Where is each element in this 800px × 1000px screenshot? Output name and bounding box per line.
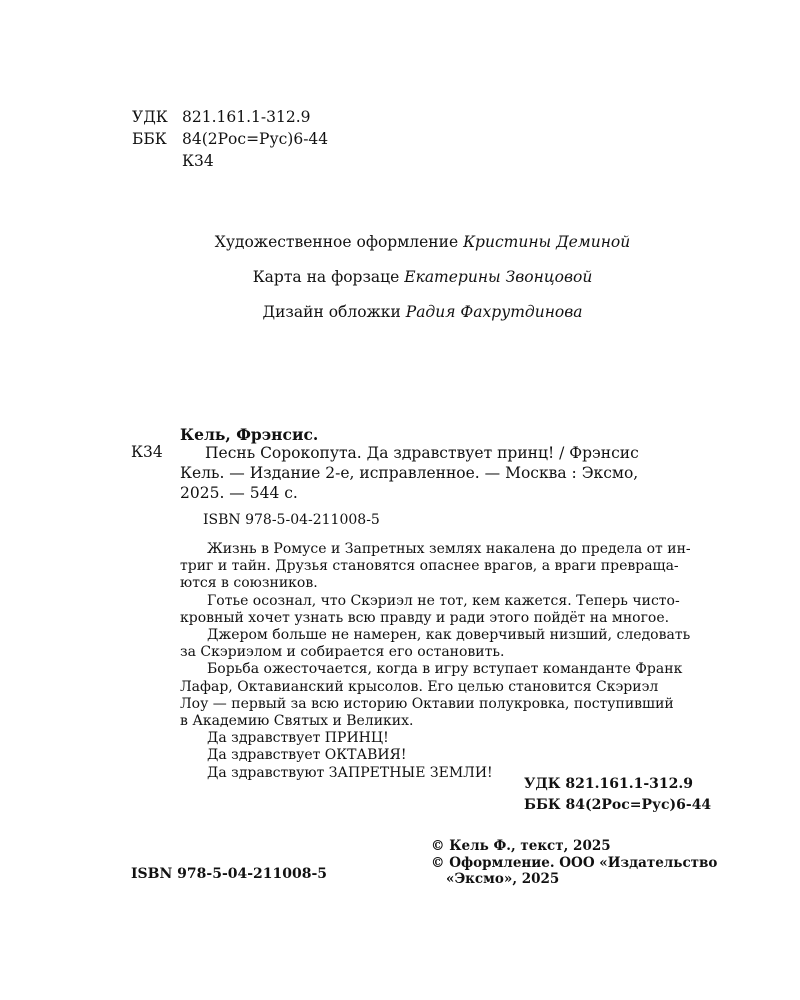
- credit-role: Художественное оформление: [214, 233, 459, 251]
- bib-line: Кель. — Издание 2-е, исправленное. — Москва : Эксмо,: [180, 464, 639, 482]
- bbk-value: 84(2Рос=Рус)6-44: [182, 130, 329, 148]
- annotation-line: Лоу — первый за всю историю Октавии полукровка, поступивший: [180, 695, 674, 712]
- credit-name: Екатерины Звонцовой: [404, 268, 593, 286]
- copyright-text: © Кель Ф., текст, 2025: [431, 838, 611, 854]
- footer-isbn: ISBN 978-5-04-211008-5: [131, 866, 328, 882]
- annotation-line: в Академию Святых и Великих.: [180, 713, 414, 730]
- credit-map: [0, 268, 800, 286]
- annotation-line: Готье осознал, что Скэриэл не тот, кем кажется. Теперь чисто-: [207, 592, 680, 609]
- bbk-label: ББК: [132, 130, 167, 148]
- udk-value: 821.161.1-312.9: [182, 108, 311, 126]
- annotation: [180, 541, 715, 782]
- annotation-line: Да здравствуют ЗАПРЕТНЫЕ ЗЕМЛИ!: [207, 764, 493, 781]
- bib-line: Песнь Сорокопута. Да здравствует принц! / Фрэнсис: [205, 444, 639, 462]
- annotation-line: кровный хочет узнать всю правду и ради этого пойдёт на многое.: [180, 609, 670, 626]
- author-heading: Кель, Фрэнсис.: [180, 425, 319, 444]
- footer-bbk: ББК 84(2Рос=Рус)6-44: [524, 797, 712, 813]
- footer-udk: УДК 821.161.1-312.9: [524, 776, 694, 792]
- annotation-line: Борьба ожесточается, когда в игру вступает команданте Франк: [207, 661, 683, 678]
- credit-name: Радия Фахрутдинова: [405, 303, 583, 321]
- bib-line: 2025. — 544 с.: [180, 484, 298, 502]
- annotation-line: ются в союзников.: [180, 575, 318, 592]
- copyright-design-cont: «Эксмо», 2025: [446, 871, 560, 887]
- copyright-design: © Оформление. ООО «Издательство: [431, 855, 718, 871]
- annotation-line: Да здравствует ПРИНЦ!: [207, 730, 389, 747]
- credit-name: Кристины Деминой: [463, 233, 631, 251]
- annotation-line: Джером больше не намерен, как доверчивый низший, следовать: [207, 627, 691, 644]
- bib-author-mark: К34: [131, 443, 163, 461]
- author-mark: К34: [182, 152, 214, 170]
- annotation-line: за Скэриэлом и собирается его остановить.: [180, 644, 505, 661]
- credit-role: Дизайн обложки: [262, 303, 401, 321]
- annotation-line: Лафар, Октавианский крысолов. Его целью становится Скэриэл: [180, 678, 659, 695]
- bib-isbn: ISBN 978-5-04-211008-5: [203, 512, 380, 528]
- annotation-line: Жизнь в Ромусе и Запретных землях накалена до предела от ин-: [207, 541, 691, 557]
- bib-description: [180, 443, 715, 503]
- credit-cover: [0, 303, 800, 321]
- udk-label: УДК: [132, 108, 168, 126]
- annotation-line: Да здравствует ОКТАВИЯ!: [207, 747, 407, 764]
- credit-art: [0, 233, 800, 251]
- credit-role: Карта на форзаце: [252, 268, 400, 286]
- annotation-line: триг и тайн. Друзья становятся опаснее врагов, а враги превраща-: [180, 558, 679, 575]
